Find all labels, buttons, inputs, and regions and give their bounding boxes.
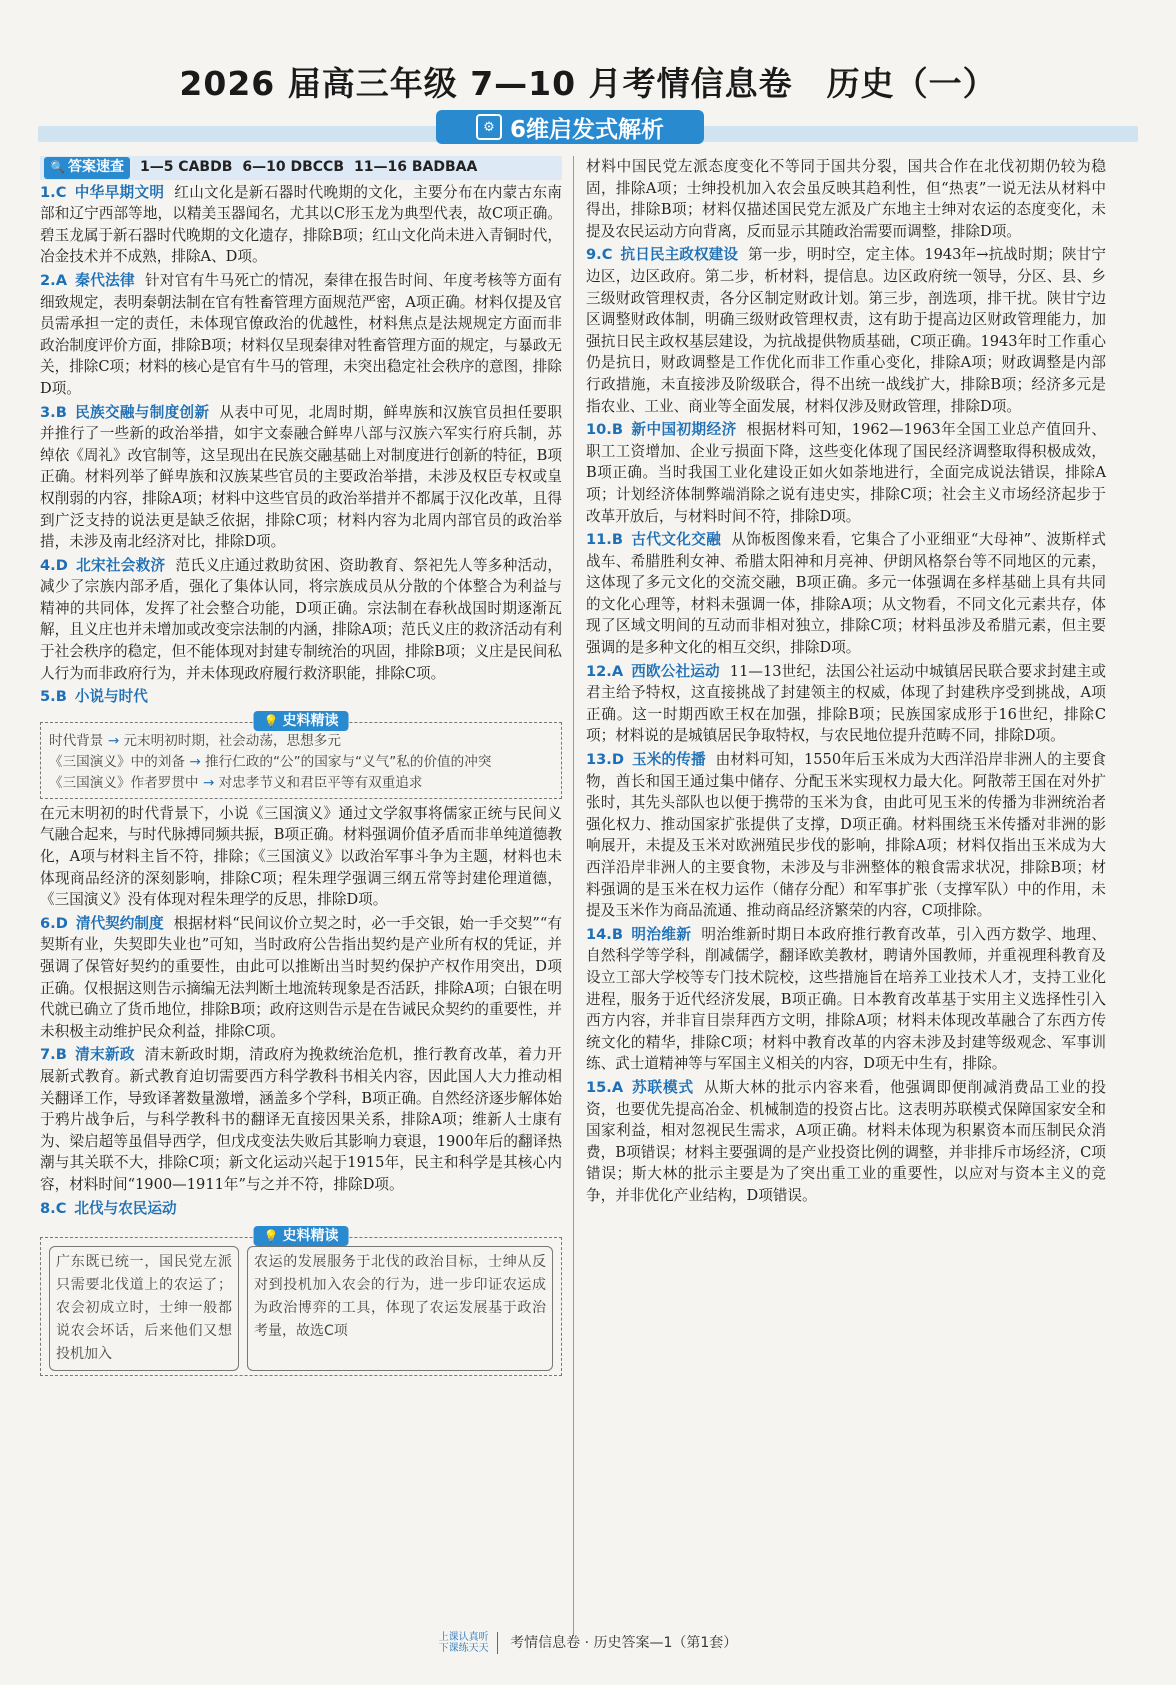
topic-tag: 秦代法律 — [75, 271, 135, 289]
explanation-text: 范氏义庄通过救助贫困、资助教育、祭祀先人等多种活动，减少了宗族内部矛盾，强化了集体认同，将宗族成员从分散的个体整合为利益与精神的共同体，发挥了社会整合功能，D项正确。宗法制在春秋战国时期逐渐瓦解，且义庄也并未增加或改变宗法制的内涵，排除A项；范氏义庄的救济活动有利于社会秩序的稳定，但不能体现对封建专制统治的巩固，排除B项；义庄是民间私人行为而非政府行为，并未体现政府履行救济职能，排除C项。 — [40, 556, 562, 682]
question-item — [40, 686, 562, 708]
source-line — [49, 752, 553, 773]
topic-tag: 西欧公社运动 — [631, 662, 720, 680]
topic-tag: 新中国初期经济 — [630, 421, 737, 439]
question-item — [40, 913, 562, 1043]
explanation-text: 红山文化是新石器时代晚期的文化，主要分布在内蒙古东南部和辽宁西部等地，以精美玉器闻名，尤其以C形玉龙为典型代表，故C项正确。碧玉龙属于新石器时代晚期的文化遗存，排除B项；红山文化尚未进入青铜时代，冶金技术并不成熟，排除A、D项。 — [40, 183, 562, 266]
question-item — [586, 749, 1106, 922]
right-questions — [586, 156, 1106, 1207]
source-meaning: 推行仁政的“公”的国家与“义气”私的价值的冲突 — [204, 753, 492, 770]
arrow-icon: → — [198, 774, 219, 791]
question-number: 9.C — [586, 246, 613, 264]
source-reading-box-1 — [40, 712, 562, 799]
explanation-text: 从斯大林的批示内容来看，他强调即便削减消费品工业的投资，也要优先提高冶金、机械制造的投资占比。这表明苏联模式保障国家安全和国家利益，相对忽视民生需求，A项正确。材料未体现为积累资本而压制民众消费，B项错误；材料主要强调的是产业投资比例的调整，并非排斥市场经济，C项错误；斯大林的批示主要是为了突出重工业的重要性，以应对与资本主义的竞争，并非优化产业结构，D项错误。 — [586, 1078, 1106, 1204]
box-label: 💡 史料精读 — [254, 1226, 349, 1246]
box2-analysis: 农运的发展服务于北伐的政治目标，士绅从反对到投机加入农会的行为，进一步印证农运成为政治博弈的工具，体现了农运发展基于政治考量，故选C项 — [247, 1246, 553, 1371]
topic-tag: 民族交融与制度创新 — [74, 403, 210, 421]
explanation-text: 由材料可知，1550年后玉米成为大西洋沿岸非洲人的主要食物，酋长和国王通过集中储存、分配玉米实现权力最大化。阿散蒂王国在对外扩张时，其先头部队也以便于携带的玉米为食，由此可见玉米的传播为非洲统治者强化权力、推动国家扩张提供了支撑，D项正确。材料围绕玉米传播对非洲的影响展开，未提及玉米对欧洲殖民步伐的影响，排除A项；材料仅指出玉米成为大西洋沿岸非洲人的主要食物，未涉及与非洲整体的粮食需求状况，排除B项；材料强调的是玉米在权力运作（储存分配）和军事扩张（支撑军队）中的作用，未提及玉米作为商品流通、推动商品经济繁荣的内容，C项排除。 — [586, 751, 1106, 920]
question-item — [586, 156, 1106, 242]
explanation-text: 针对官有牛马死亡的情况，秦律在报告时间、年度考核等方面有细致规定，表明秦朝法制在官有牲畜管理方面规范严密，A项正确。材料仅提及官员需承担一定的责任，未体现官僚政治的优越性，材料焦点是法规规定方面而非政治制度评价方面，排除B项；材料仅呈现秦律对牲畜管理方面的规定，与暴政无关，排除C项；材料的核心是官有牛马的管理，未突出稳定社会秩序的意图，排除D项。 — [40, 271, 562, 397]
explanation-text: 材料中国民党左派态度变化不等同于国共分裂，国共合作在北伐初期仍较为稳固，排除A项；士绅投机加入农会虽反映其趋利性，但“热衷”一说无法从材料中得出，排除B项；材料仅描述国民党左派及广东地主士绅对农运的态度变化，未提及农民运动方向背离，反而显示其随政治需要而调整，排除D项。 — [586, 158, 1106, 240]
question-number: 4.D — [40, 556, 68, 574]
box-label: 💡 史料精读 — [254, 711, 349, 731]
answer-key-label: 🔍 答案速查 — [44, 157, 130, 179]
explanation-text: 从表中可见，北周时期，鲜卑族和汉族官员担任要职并推行了一些新的政治举措，如宇文泰融合鲜卑八部与汉族六军实行府兵制，苏绰依《周礼》改官制等，这呈现出在民族交融基础上对制度进行创新的特征，B项正确。材料列举了鲜卑族和汉族某些官员的主要政治举措，未涉及权臣专权或皇权削弱的内容，排除A项；材料中这些官员的政治举措并不都属于汉化改革，且得到广泛支持的说法更是缺乏依据，排除C项；材料内容为北周内部官员的政治举措，未涉及南北经济对比，排除D项。 — [40, 403, 562, 551]
box1-lines — [49, 731, 553, 794]
topic-tag: 中华早期文明 — [74, 183, 165, 201]
box2-content — [49, 1246, 553, 1371]
question-item — [40, 803, 562, 911]
topic-tag: 苏联模式 — [631, 1078, 695, 1096]
topic-tag: 小说与时代 — [74, 688, 148, 706]
banner-label: 6维启发式解析 — [509, 116, 664, 143]
column-divider — [573, 156, 574, 1636]
explanation-text: 在元末明初的时代背景下，小说《三国演义》通过文学叙事将儒家正统与民间义气融合起来，与时代脉搏同频共振，B项正确。材料强调价值矛盾而非单纯道德教化，A项与材料主旨不符，排除；《三国演义》以政治军事斗争为主题，材料也未体现商品经济的深刻影响，排除C项；程朱理学强调三纲五常等封建伦理道德，《三国演义》没有体现对程朱理学的反思，排除D项。 — [40, 804, 562, 909]
source-reading-box-2 — [40, 1228, 562, 1376]
question-item — [586, 529, 1106, 659]
answer-key — [40, 156, 562, 180]
question-item — [40, 1198, 562, 1220]
topic-tag: 清代契约制度 — [75, 914, 164, 932]
question-item — [586, 1077, 1106, 1207]
page-title: 2026 届高三年级 7—10 月考情信息卷 历史（一） — [179, 64, 997, 103]
source-meaning: 对忠孝节义和君臣平等有双重追求 — [218, 774, 423, 791]
search-icon: 🔍 — [50, 160, 65, 174]
explanation-text: 清末新政时期，清政府为挽救统治危机，推行教育改革，着力开展新式教育。新式教育迫切需要西方科学教科书相关内容，因此国人大力推动相关翻译工作，导致译著数量激增，涵盖多个学科，B项正确。自然经济逐步解体始于鸦片战争后，与科学教科书的翻译无直接因果关系，排除A项；维新人士康有为、梁启超等虽倡导西学，但戊戌变法失败后其影响力衰退，1900年后的翻译热潮与其关联不大，排除C项；新文化运动兴起于1915年，民主和科学是其核心内容，材料时间“1900—1911年”与之并不符，排除D项。 — [40, 1046, 562, 1193]
explanation-text: 根据材料“民间议价立契之时，必一手交银，始一手交契”“有契斯有业，失契即失业也”可知，当时政府公告指出契约是产业所有权的凭证，并强调了保管好契约的重要性，由此可以推断出当时契约保护产权作用突出，D项正确。仅根据这则告示摘编无法判断土地流转现象是否活跃，排除A项；白银在明代就已确立了货币地位，排除B项；政府这则告示是在告诫民众契约的重要性，并未积极主动维护民众利益，排除C项。 — [40, 914, 562, 1040]
question-item — [586, 924, 1106, 1075]
question-number: 6.D — [40, 914, 68, 932]
source-meaning: 元末明初时期，社会动荡，思想多元 — [123, 732, 341, 749]
question-number: 2.A — [40, 271, 67, 289]
bulb-icon: 💡 — [263, 713, 279, 728]
question-number: 13.D — [586, 751, 624, 769]
answer-group: 1—5 CABDB — [139, 159, 233, 175]
bulb-icon: 💡 — [263, 1229, 279, 1244]
source-item: 《三国演义》中的刘备 — [49, 753, 185, 770]
explanation-text: 从饰板图像来看，它集合了小亚细亚“大母神”、波斯样式战车、希腊胜利女神、希腊太阳神和月亮神、伊朗风格祭台等不同地区的元素，这体现了多元文化的交流交融，B项正确。多元一体强调在多样基础上具有共同的文化心理等，材料未强调一体，排除A项；从文物看，不同文化元素共存，体现了区域文明间的互动而非相对独立，排除C项；材料虽涉及希腊元素，但主要强调的是多种文化的相互交织，排除D项。 — [586, 531, 1106, 657]
question-number: 14.B — [586, 925, 623, 943]
left-column — [40, 156, 562, 1380]
topic-tag: 古代文化交融 — [630, 531, 722, 549]
gear-icon: ⚙ — [476, 114, 502, 140]
question-item — [40, 270, 562, 400]
topic-tag: 北伐与农民运动 — [74, 1199, 177, 1217]
arrow-icon: → — [103, 732, 124, 749]
source-line — [49, 731, 553, 752]
question-number: 5.B — [40, 688, 67, 706]
topic-tag: 清末新政 — [74, 1046, 135, 1064]
explanation-text: 根据材料可知，1962—1963年全国工业总产值回升、职工工资增加、企业亏损面下降，这些变化体现了国民经济调整取得积极成效，B项正确。当时我国工业化建设正如火如荼地进行，全面完成说法错误，排除A项；计划经济体制弊端消除之说有违史实，排除C项；社会主义市场经济起步于改革开放后，与材料时间不符，排除D项。 — [586, 421, 1106, 525]
question-number: 15.A — [586, 1078, 624, 1096]
question-number: 12.A — [586, 662, 624, 680]
topic-tag: 明治维新 — [630, 925, 692, 943]
topic-tag: 玉米的传播 — [631, 751, 706, 769]
question-item — [586, 244, 1106, 417]
answer-group: 6—10 DBCCB — [242, 159, 344, 175]
question-number: 1.C — [40, 183, 67, 201]
question-number: 7.B — [40, 1046, 67, 1064]
question-item — [586, 661, 1106, 747]
box2-source: 广东既已统一，国民党左派只需要北伐道上的农运了；农会初成立时，士绅一般都说农会坏话，后来他们又想投机加入 — [49, 1246, 239, 1371]
analysis-banner — [436, 110, 704, 144]
question-item — [40, 182, 562, 268]
explanation-text: 明治维新时期日本政府推行教育改革，引入西方数学、地理、自然科学等学科，削减儒学，翻译欧美教材，聘请外国教师，并重视理科教育及设立工部大学校等专门技术院校，这些措施旨在培养工业技术人才，支持工业化进程，服务于近代经济发展，B项正确。日本教育改革基于实用主义选择性引入西方内容，并非盲目崇拜西方文明，排除A项；材料未体现改革融合了东西方传统文化的精华，排除C项；材料中教育改革的内容未涉及封建等级观念、军事训练、武士道精神等与军国主义相关的内容，D项无中生有，排除。 — [586, 925, 1106, 1073]
question-number: 3.B — [40, 403, 67, 421]
left-questions — [40, 182, 562, 708]
publisher-logo: 上课认真听 下课练天天 — [439, 1632, 498, 1654]
page-footer — [0, 1632, 1176, 1654]
question-number: 8.C — [40, 1199, 67, 1217]
source-item: 时代背景 — [49, 732, 104, 749]
source-item: 《三国演义》作者罗贯中 — [49, 774, 199, 791]
explanation-text: 11—13世纪，法国公社运动中城镇居民联合要求封建主或君主给予特权，这直接挑战了封建领主的权威，体现了封建秩序受到挑战，A项正确。这一时期西欧王权在加强，排除B项；民族国家成形于16世纪，排除C项；材料说的是城镇居民争取特权，与农民地位提升范畴不同，排除D项。 — [586, 662, 1106, 745]
question-item — [40, 402, 562, 553]
footer-text: 考情信息卷 · 历史答案—1（第1套） — [510, 1635, 738, 1651]
question-number: 11.B — [586, 531, 623, 549]
source-line — [49, 773, 553, 794]
question-item — [40, 1044, 562, 1195]
topic-tag: 抗日民主政权建设 — [620, 246, 739, 264]
topic-tag: 北宋社会救济 — [75, 556, 166, 574]
right-column — [586, 156, 1106, 1209]
answer-group: 11—16 BADBAA — [354, 159, 478, 175]
question-number: 10.B — [586, 421, 623, 439]
explanation-text: 第一步，明时空，定主体。1943年→抗战时期；陕甘宁边区，边区政府。第二步，析材料，提信息。边区政府统一领导，分区、县、乡三级财政管理权责，各分区制定财政计划。第三步，剖选项，排干扰。陕甘宁边区调整财政体制，明确三级财政管理权责，这有助于提高边区财政管理能力，加强抗日民主政权基层建设，为抗战提供物质基础，C项正确。1943年时工作重心仍是抗日，财政调整是工作优化而非工作重心变化，排除A项；财政调整是内部行政措施，未直接涉及阶级联合，得不出统一战线扩大，排除B项；经济多元是指农业、工业、商业等全面发展，材料仅涉及财政管理，排除D项。 — [586, 246, 1106, 415]
left-questions-2 — [40, 803, 562, 1219]
arrow-icon: → — [184, 753, 205, 770]
question-item — [40, 555, 562, 685]
question-item — [586, 419, 1106, 527]
